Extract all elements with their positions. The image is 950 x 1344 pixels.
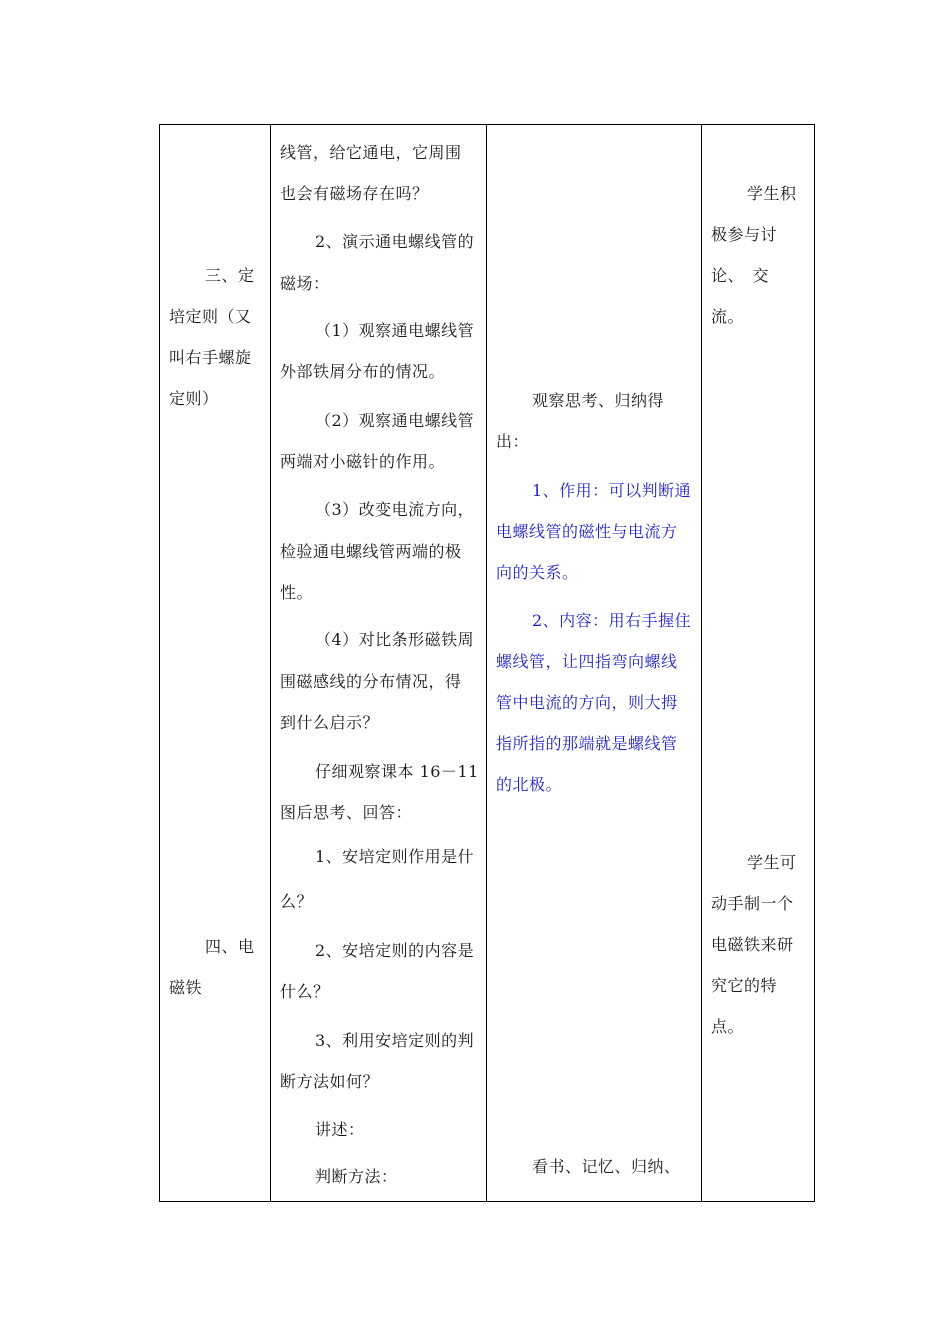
col4-bottom-line: 动手制一个 [711, 894, 794, 913]
col4-bottom-line: 电磁铁来研 [711, 935, 794, 954]
col3-intro-line2: 出： [496, 432, 530, 451]
col2-line: 性。 [280, 583, 314, 602]
col2-line: 围磁感线的分布情况，得 [280, 672, 462, 691]
col3-conclusion-line: 管中电流的方向，则大拇 [496, 693, 678, 712]
col4-top-line: 论、 交 [711, 266, 770, 285]
col4-bottom-line: 究它的特 [711, 976, 778, 995]
section3-line4: 定则） [169, 389, 219, 408]
col3-conclusion-line: 螺线管，让四指弯向螺线 [496, 652, 678, 671]
col3-conclusion-line: 电螺线管的磁性与电流方 [496, 522, 678, 541]
col2-line: 断方法如何？ [280, 1072, 380, 1091]
col2-line: 外部铁屑分布的情况。 [280, 362, 446, 381]
col2-line: （1）观察通电螺线管 [315, 321, 475, 340]
column-divider-3 [701, 125, 702, 1201]
col4-top-line: 极参与讨 [711, 225, 778, 244]
col2-line: 两端对小磁针的作用。 [280, 452, 446, 471]
col2-line: 讲述： [315, 1120, 365, 1139]
col2-line: 么？ [280, 892, 314, 911]
col3-conclusion-line: 2、内容：用右手握住 [532, 611, 692, 630]
col4-bottom-line: 点。 [711, 1017, 745, 1036]
col2-line: （2）观察通电螺线管 [315, 411, 475, 430]
col2-line: 2、演示通电螺线管的 [315, 232, 475, 251]
col2-line: 什么？ [280, 982, 330, 1001]
column-divider-1 [270, 125, 271, 1201]
col2-line: 也会有磁场存在吗？ [280, 184, 429, 203]
col2-line: 磁场： [280, 274, 330, 293]
section4-line2: 磁铁 [169, 978, 203, 997]
col4-top-line: 流。 [711, 307, 745, 326]
column-divider-2 [486, 125, 487, 1201]
col2-line: 3、利用安培定则的判 [315, 1031, 475, 1050]
section3-line3: 叫右手螺旋 [169, 348, 252, 367]
col3-conclusion-line: 向的关系。 [496, 563, 579, 582]
col3-intro-line1: 观察思考、归纳得 [532, 391, 665, 410]
section3-line1: 三、定 [205, 266, 255, 285]
col2-line: 到什么启示？ [280, 713, 380, 732]
col2-line: 线管，给它通电，它周围 [280, 143, 462, 162]
col2-line: 检验通电螺线管两端的极 [280, 542, 462, 561]
section3-line2: 培定则（又 [169, 307, 252, 326]
col3-conclusion-line: 指所指的那端就是螺线管 [496, 734, 678, 753]
col3-conclusion-line: 1、作用：可以判断通 [532, 481, 692, 500]
col3-conclusion-line: 的北极。 [496, 775, 563, 794]
col2-line: （3）改变电流方向， [315, 500, 475, 519]
col4-top-line: 学生积 [747, 184, 797, 203]
col4-bottom-line: 学生可 [747, 853, 797, 872]
col3-bottom-line: 看书、记忆、归纳、 [532, 1157, 681, 1176]
col2-line: 仔细观察课本 16－11 [315, 762, 479, 781]
col2-line: 1、安培定则作用是什 [315, 847, 475, 866]
section4-line1: 四、电 [205, 937, 255, 956]
col2-line: 判断方法： [315, 1167, 398, 1186]
col2-line: 图后思考、回答： [280, 803, 413, 822]
col2-line: （4）对比条形磁铁周 [315, 630, 475, 649]
col2-line: 2、安培定则的内容是 [315, 941, 475, 960]
